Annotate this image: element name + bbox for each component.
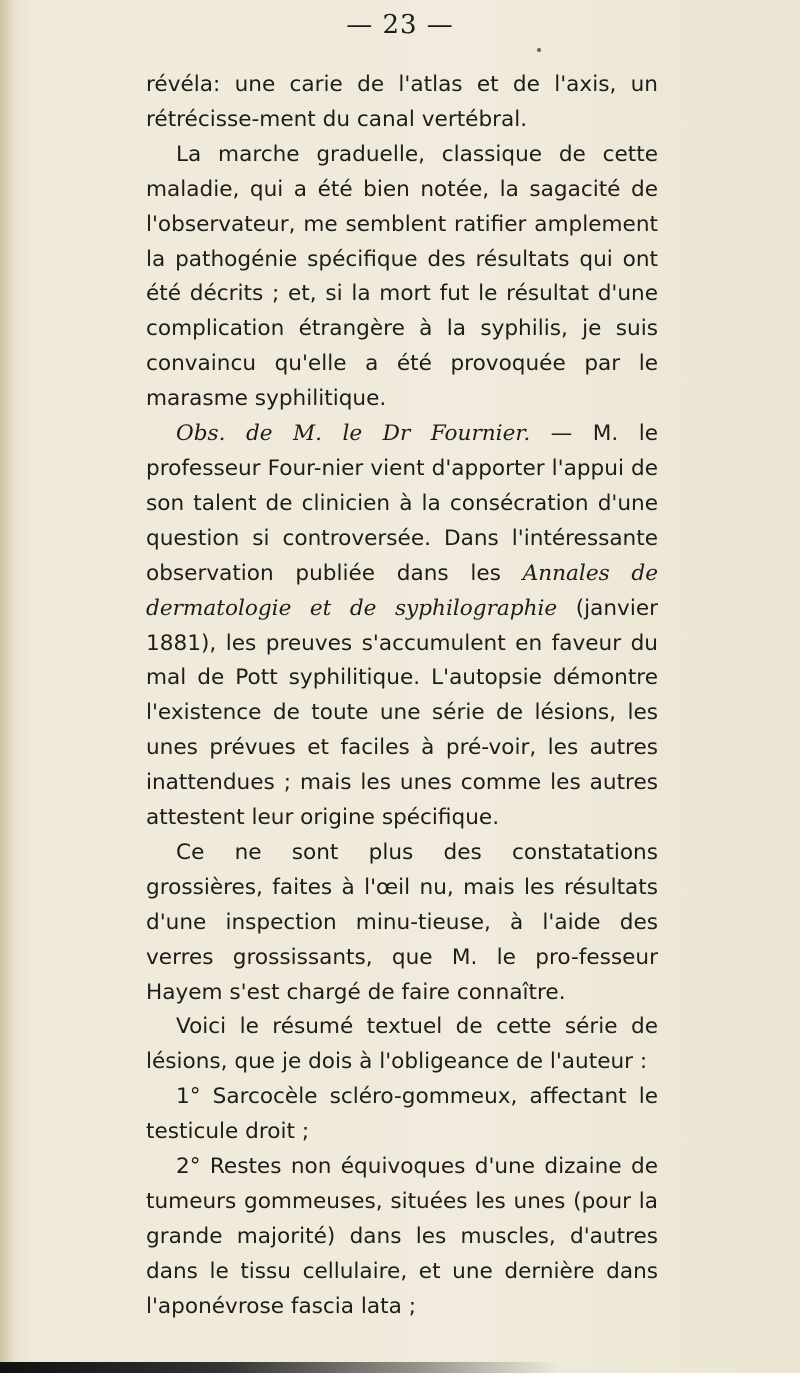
page-edge-shadow [0, 1362, 560, 1373]
page-number: — 23 — [346, 10, 454, 40]
binding-shadow [0, 0, 14, 1373]
paragraph-5: Voici le résumé textuel de cette série de lésions, que je dois à l'obligeance de l'auteur : [146, 1014, 658, 1075]
paragraph-1: révéla: une carie de l'atlas et de l'axis, un rétrécisse-ment du canal vertébral. [146, 72, 658, 132]
list-item-2: 2° Restes non équivoques d'une dizaine de tumeurs gommeuses, situées les unes (pour la grande majorité) dans les muscles, d'autres dans le tissu cellulaire, et une dernière dans l'aponévrose fascia lata ; [146, 1154, 658, 1319]
ink-speck [537, 48, 541, 52]
paragraph-4: Ce ne sont plus des constatations grossières, faites à l'œil nu, mais les résultats d'une inspection minu-tieuse, à l'aide des verres grossissants, que M. le pro-fesseur Hayem s'est chargé de faire connaître. [146, 839, 658, 1005]
paragraph-3 [146, 417, 658, 836]
observation-heading: Obs. de M. le Dr Fournier. [176, 421, 531, 447]
body-text [146, 68, 658, 1325]
paragraph-2: La marche graduelle, classique de cette maladie, qui a été bien notée, la sagacité de l'observateur, me semblent ratifier amplement la pathogénie spécifique des résultats qui ont été décrits ; et, si la mort fut le résultat d'une complication étrangère à la syphilis, je suis convaincu qu'elle a été provoquée par le marasme syphilitique. [146, 141, 658, 412]
journal-title: Annales de dermatologie et de syphilographie [146, 560, 658, 621]
list-item-1: 1° Sarcocèle scléro-gommeux, affectant le testicule droit ; [146, 1084, 658, 1145]
paragraph-3-part-a: — M. le professeur Four-nier vient d'apporter l'appui de son talent de clinicien à la consécration d'une question si controversée. Dans l'intéressante observation publiée dans les [146, 421, 658, 586]
paragraph-3-part-b: (janvier 1881), les preuves s'accumulent en faveur du mal de Pott syphilitique. L'autopsie démontre l'existence de toute une série de lésions, les unes prévues et faciles à pré-voir, les autres inattendues ; mais les unes comme les autres attestent leur origine spécifique. [146, 595, 658, 831]
